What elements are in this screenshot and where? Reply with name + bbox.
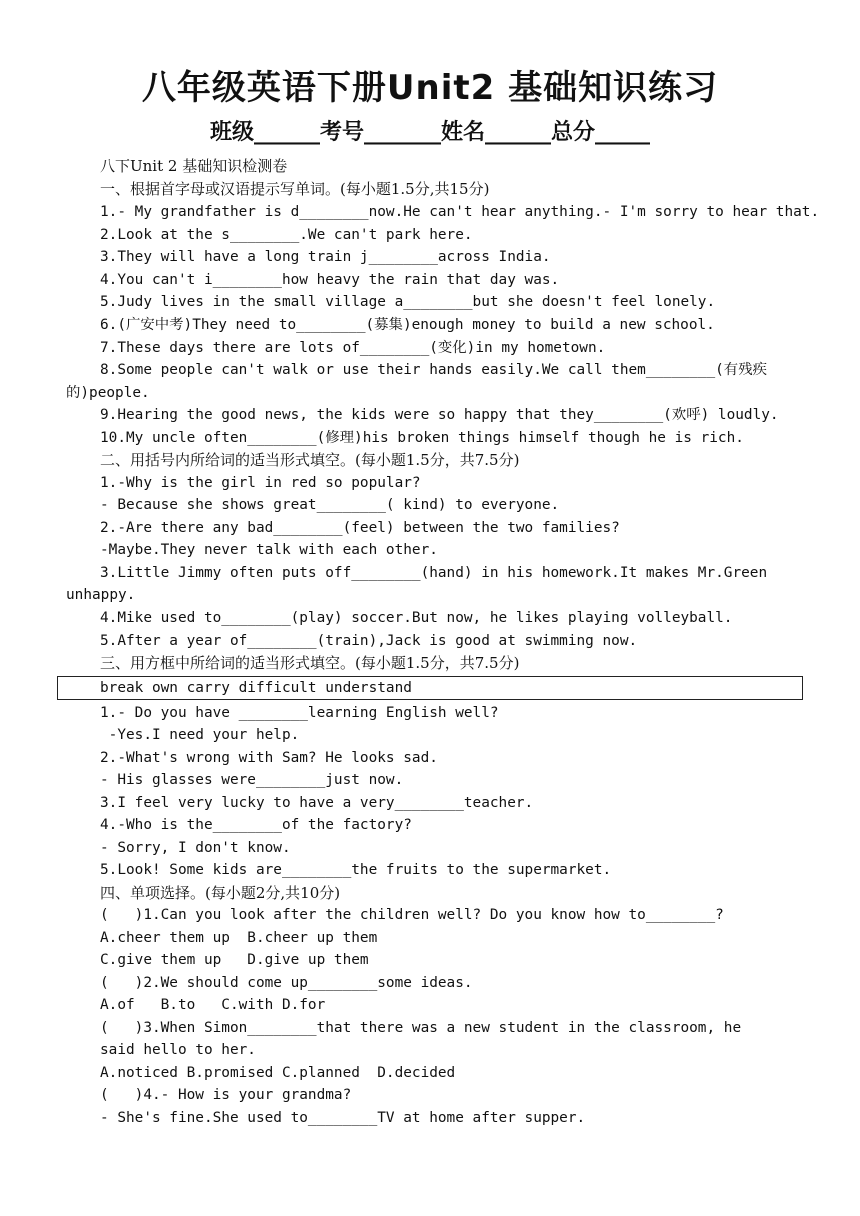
section2-item: 1.-Why is the girl in red so popular? <box>100 475 421 491</box>
section4-options: A.cheer them up B.cheer up them <box>100 930 378 946</box>
section1-item-continuation: 的)people. <box>66 385 150 401</box>
section2-heading: 二、用括号内所给词的适当形式填空。(每小题1.5分，共7.5分) <box>100 451 520 469</box>
student-info-line: 班级______考号_______姓名______总分_____ <box>209 120 650 145</box>
section1-item: 7.These days there are lots of________(变化)in my hometown. <box>100 340 606 356</box>
section4-question: ( )1.Can you look after the children well? Do you know how to________? <box>100 907 724 923</box>
section1-item: 8.Some people can't walk or use their hands easily.We call them________(有残疾 <box>100 362 767 378</box>
section3-item: 3.I feel very lucky to have a very________teacher. <box>100 795 534 811</box>
section3-item: -Yes.I need your help. <box>100 727 300 743</box>
section2-item: 2.-Are there any bad________(feel) between the two families? <box>100 520 620 536</box>
section3-item: - His glasses were________just now. <box>100 772 404 788</box>
section1-item: 5.Judy lives in the small village a________but she doesn't feel lonely. <box>100 294 716 310</box>
section4-question: ( )4.- How is your grandma? <box>100 1087 352 1103</box>
section1-item: 6.(广安中考)They need to________(募集)enough money to build a new school. <box>100 317 715 333</box>
section1-item: 10.My uncle often________(修理)his broken things himself though he is rich. <box>100 430 744 446</box>
section1-heading: 一、根据首字母或汉语提示写单词。(每小题1.5分,共15分) <box>100 180 490 198</box>
section1-item: 9.Hearing the good news, the kids were so happy that they________(欢呼) loudly. <box>100 407 779 423</box>
section4-question: ( )2.We should come up________some ideas. <box>100 975 473 991</box>
section1-item: 2.Look at the s________.We can't park here. <box>100 227 473 243</box>
section4-question-continuation: said hello to her. <box>100 1042 256 1058</box>
subtitle: 八下Unit 2 基础知识检测卷 <box>100 157 288 175</box>
section2-item-continuation: unhappy. <box>66 587 136 603</box>
section3-item: - Sorry, I don't know. <box>100 840 291 856</box>
section4-question: - She's fine.She used to________TV at home after supper. <box>100 1110 586 1126</box>
section3-heading: 三、用方框中所给词的适当形式填空。(每小题1.5分，共7.5分) <box>100 654 520 672</box>
word-box-text: break own carry difficult understand <box>100 680 412 696</box>
section3-item: 5.Look! Some kids are________the fruits to the supermarket. <box>100 862 612 878</box>
section3-item: 2.-What's wrong with Sam? He looks sad. <box>100 750 438 766</box>
section4-options: A.noticed B.promised C.planned D.decided <box>100 1065 456 1081</box>
section4-options: C.give them up D.give up them <box>100 952 369 968</box>
section2-item: 3.Little Jimmy often puts off________(hand) in his homework.It makes Mr.Green <box>100 565 768 581</box>
section3-item: 4.-Who is the________of the factory? <box>100 817 412 833</box>
section1-item: 1.- My grandfather is d________now.He can't hear anything.- I'm sorry to hear that. <box>100 204 820 220</box>
section2-item: 4.Mike used to________(play) soccer.But now, he likes playing volleyball. <box>100 610 733 626</box>
page-title: 八年级英语下册Unit2 基础知识练习 <box>141 68 719 108</box>
section2-item: 5.After a year of________(train),Jack is good at swimming now. <box>100 633 638 649</box>
section4-options: A.of B.to C.with D.for <box>100 997 326 1013</box>
section2-item: - Because she shows great________( kind) to everyone. <box>100 497 560 513</box>
section1-item: 3.They will have a long train j________across India. <box>100 249 551 265</box>
section2-item: -Maybe.They never talk with each other. <box>100 542 438 558</box>
section4-heading: 四、单项选择。(每小题2分,共10分) <box>100 884 341 902</box>
section3-item: 1.- Do you have ________learning English well? <box>100 705 499 721</box>
section4-question: ( )3.When Simon________that there was a new student in the classroom, he <box>100 1020 742 1036</box>
section1-item: 4.You can't i________how heavy the rain that day was. <box>100 272 560 288</box>
